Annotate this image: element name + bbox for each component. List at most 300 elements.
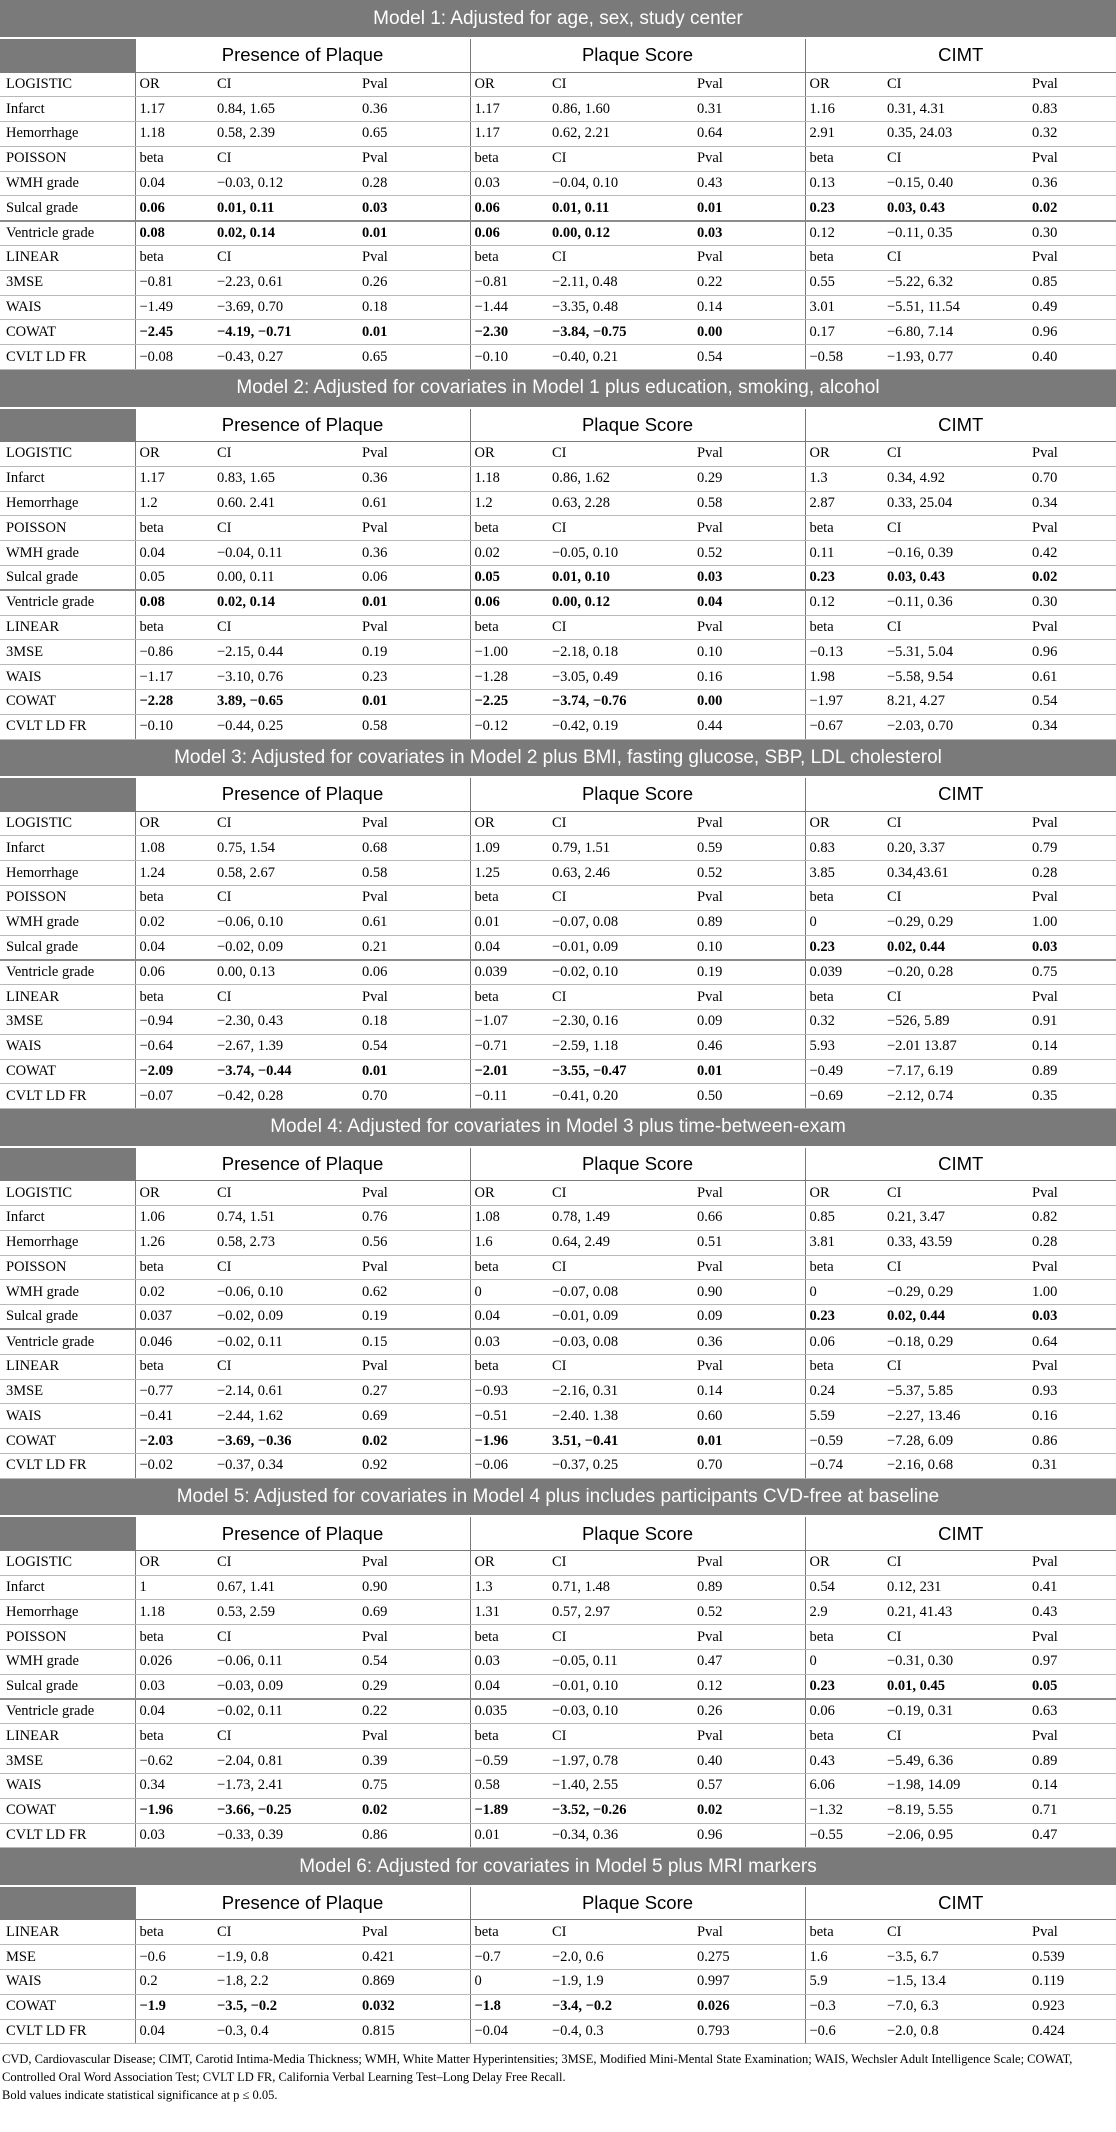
table-cell: Pval bbox=[358, 72, 470, 97]
table-cell: beta bbox=[135, 1724, 213, 1749]
table-cell: −1.07 bbox=[470, 1010, 548, 1035]
table-cell: Pval bbox=[1028, 1625, 1116, 1650]
table-row bbox=[0, 541, 1116, 566]
table-row bbox=[0, 1280, 1116, 1305]
row-label: WMH grade bbox=[0, 910, 135, 935]
table-cell: −2.12, 0.74 bbox=[883, 1084, 1028, 1109]
table-cell: −0.58 bbox=[805, 345, 883, 370]
table-cell: −1.40, 2.55 bbox=[548, 1773, 693, 1798]
table-cell: 0.63, 2.46 bbox=[548, 861, 693, 886]
table-cell: −2.15, 0.44 bbox=[213, 640, 358, 665]
table-cell: 3.81 bbox=[805, 1230, 883, 1255]
table-cell: Pval bbox=[1028, 1724, 1116, 1749]
table-cell: 0.03 bbox=[470, 1329, 548, 1354]
table-cell: CI bbox=[548, 1724, 693, 1749]
table-cell: 0.05 bbox=[135, 566, 213, 591]
table-cell: 0.70 bbox=[1028, 466, 1116, 491]
table-cell: 0.01, 0.45 bbox=[883, 1674, 1028, 1699]
table-row bbox=[0, 1575, 1116, 1600]
table-cell: −1.89 bbox=[470, 1798, 548, 1823]
table-cell: Pval bbox=[693, 886, 805, 911]
table-cell: −0.81 bbox=[470, 270, 548, 295]
table-cell: 0.06 bbox=[805, 1699, 883, 1724]
table-cell: 0.06 bbox=[135, 960, 213, 985]
table-cell: −0.04, 0.11 bbox=[213, 541, 358, 566]
table-cell: 0 bbox=[805, 1649, 883, 1674]
row-label: CVLT LD FR bbox=[0, 345, 135, 370]
table-cell: 0.23 bbox=[358, 665, 470, 690]
table-cell: CI bbox=[213, 1354, 358, 1379]
table-cell: 0.40 bbox=[1028, 345, 1116, 370]
table-cell: CI bbox=[883, 1625, 1028, 1650]
table-cell: 0.78, 1.49 bbox=[548, 1205, 693, 1230]
table-cell: 0.06 bbox=[805, 1329, 883, 1354]
table-cell: 0.04 bbox=[135, 171, 213, 196]
table-cell: 0.01 bbox=[358, 590, 470, 615]
table-cell: 0.14 bbox=[1028, 1773, 1116, 1798]
table-cell: 0.01 bbox=[358, 320, 470, 345]
table-cell: −0.33, 0.39 bbox=[213, 1823, 358, 1848]
row-label: Sulcal grade bbox=[0, 1305, 135, 1330]
row-label: COWAT bbox=[0, 1798, 135, 1823]
table-cell: CI bbox=[548, 442, 693, 467]
table-cell: −2.09 bbox=[135, 1059, 213, 1084]
table-row bbox=[0, 1453, 1116, 1478]
table-cell: −0.43, 0.27 bbox=[213, 345, 358, 370]
table-cell: 0.96 bbox=[1028, 320, 1116, 345]
table-cell: 0.21 bbox=[358, 935, 470, 960]
table-cell: 0.56 bbox=[358, 1230, 470, 1255]
table-cell: CI bbox=[548, 1625, 693, 1650]
table-cell: −5.51, 11.54 bbox=[883, 295, 1028, 320]
row-label: MSE bbox=[0, 1945, 135, 1970]
table-cell: −3.5, −0.2 bbox=[213, 1994, 358, 2019]
table-cell: OR bbox=[135, 72, 213, 97]
table-cell: 0.815 bbox=[358, 2019, 470, 2044]
table-cell: −0.41 bbox=[135, 1404, 213, 1429]
table-cell: beta bbox=[135, 146, 213, 171]
table-cell: −0.11, 0.36 bbox=[883, 590, 1028, 615]
table-cell: 0.90 bbox=[358, 1575, 470, 1600]
table-cell: 0.04 bbox=[135, 935, 213, 960]
table-cell: 0.47 bbox=[1028, 1823, 1116, 1848]
table-cell: beta bbox=[470, 516, 548, 541]
table-cell: beta bbox=[805, 516, 883, 541]
table-cell: −3.52, −0.26 bbox=[548, 1798, 693, 1823]
table-row bbox=[0, 1181, 1116, 1206]
table-cell: CI bbox=[883, 985, 1028, 1010]
table-cell: Pval bbox=[1028, 886, 1116, 911]
table-cell: 0.83 bbox=[805, 836, 883, 861]
table-cell: CI bbox=[883, 1255, 1028, 1280]
table-cell: −1.17 bbox=[135, 665, 213, 690]
table-cell: −0.4, 0.3 bbox=[548, 2019, 693, 2044]
table-cell: −2.14, 0.61 bbox=[213, 1379, 358, 1404]
table-cell: 0.79 bbox=[1028, 836, 1116, 861]
table-row bbox=[0, 1205, 1116, 1230]
table-cell: −2.01 bbox=[470, 1059, 548, 1084]
table-row bbox=[0, 1034, 1116, 1059]
table-cell: Pval bbox=[358, 811, 470, 836]
table-cell: −5.22, 6.32 bbox=[883, 270, 1028, 295]
group-header: CIMT bbox=[805, 1147, 1116, 1181]
table-row bbox=[0, 1699, 1116, 1724]
table-cell: OR bbox=[470, 1550, 548, 1575]
table-cell: 0.01, 0.11 bbox=[213, 196, 358, 221]
row-label: LOGISTIC bbox=[0, 1550, 135, 1575]
table-cell: CI bbox=[548, 1181, 693, 1206]
table-cell: beta bbox=[470, 246, 548, 271]
table-cell: Pval bbox=[358, 1181, 470, 1206]
table-cell: 0.60. 2.41 bbox=[213, 491, 358, 516]
table-row bbox=[0, 246, 1116, 271]
table-cell: 0.02 bbox=[135, 1280, 213, 1305]
table-cell: 0.29 bbox=[693, 466, 805, 491]
group-header: Presence of Plaque bbox=[135, 1147, 470, 1181]
table-cell: −2.27, 13.46 bbox=[883, 1404, 1028, 1429]
table-cell: 0.58, 2.67 bbox=[213, 861, 358, 886]
table-cell: −0.03, 0.10 bbox=[548, 1699, 693, 1724]
table-row bbox=[0, 861, 1116, 886]
table-cell: Pval bbox=[1028, 72, 1116, 97]
group-header-blank bbox=[0, 777, 135, 811]
table-cell: −1.9, 1.9 bbox=[548, 1969, 693, 1994]
table-cell: 0.03 bbox=[358, 196, 470, 221]
table-cell: 0.29 bbox=[358, 1674, 470, 1699]
table-cell: 0.68 bbox=[358, 836, 470, 861]
table-cell: 0.60 bbox=[693, 1404, 805, 1429]
group-header: Plaque Score bbox=[470, 777, 805, 811]
table-cell: 1.17 bbox=[135, 466, 213, 491]
group-header: Plaque Score bbox=[470, 38, 805, 72]
group-header: Plaque Score bbox=[470, 1147, 805, 1181]
table-cell: 0.01 bbox=[358, 1059, 470, 1084]
table-cell: 5.93 bbox=[805, 1034, 883, 1059]
table-cell: beta bbox=[470, 1920, 548, 1945]
table-cell: −0.04, 0.10 bbox=[548, 171, 693, 196]
row-label: Hemorrhage bbox=[0, 491, 135, 516]
table-cell: 0.82 bbox=[1028, 1205, 1116, 1230]
table-cell: 0.03 bbox=[693, 221, 805, 246]
table-cell: −0.94 bbox=[135, 1010, 213, 1035]
table-cell: 0.41 bbox=[1028, 1575, 1116, 1600]
table-cell: 0.65 bbox=[358, 345, 470, 370]
table-cell: 0.36 bbox=[693, 1329, 805, 1354]
table-cell: −0.3, 0.4 bbox=[213, 2019, 358, 2044]
table-cell: −0.37, 0.34 bbox=[213, 1453, 358, 1478]
table-cell: −7.0, 6.3 bbox=[883, 1994, 1028, 2019]
table-row bbox=[0, 665, 1116, 690]
table-cell: 0.00 bbox=[693, 690, 805, 715]
table-cell: Pval bbox=[693, 985, 805, 1010]
group-header-row bbox=[0, 1147, 1116, 1181]
table-cell: beta bbox=[805, 246, 883, 271]
table-row bbox=[0, 1305, 1116, 1330]
table-cell: −2.03, 0.70 bbox=[883, 714, 1028, 739]
table-cell: −0.59 bbox=[805, 1429, 883, 1454]
table-cell: −3.69, 0.70 bbox=[213, 295, 358, 320]
table-cell: 0.28 bbox=[1028, 861, 1116, 886]
table-cell: −3.10, 0.76 bbox=[213, 665, 358, 690]
table-cell: CI bbox=[548, 1354, 693, 1379]
table-cell: −0.07, 0.08 bbox=[548, 910, 693, 935]
table-row bbox=[0, 196, 1116, 221]
table-cell: Pval bbox=[1028, 1181, 1116, 1206]
table-cell: −1.98, 14.09 bbox=[883, 1773, 1028, 1798]
table-row bbox=[0, 1329, 1116, 1354]
table-cell: 6.06 bbox=[805, 1773, 883, 1798]
table-cell: 0.43 bbox=[805, 1749, 883, 1774]
table-cell: 0.03 bbox=[470, 1649, 548, 1674]
table-cell: −5.37, 5.85 bbox=[883, 1379, 1028, 1404]
table-cell: 0.02, 0.44 bbox=[883, 935, 1028, 960]
row-label: LINEAR bbox=[0, 1354, 135, 1379]
table-cell: 0.47 bbox=[693, 1649, 805, 1674]
table-cell: 1.2 bbox=[135, 491, 213, 516]
table-cell: 1.3 bbox=[805, 466, 883, 491]
table-cell: Pval bbox=[1028, 1550, 1116, 1575]
row-label: Infarct bbox=[0, 836, 135, 861]
table-cell: 0.91 bbox=[1028, 1010, 1116, 1035]
table-cell: OR bbox=[135, 1181, 213, 1206]
table-cell: −2.44, 1.62 bbox=[213, 1404, 358, 1429]
table-cell: 0.35 bbox=[1028, 1084, 1116, 1109]
table-row bbox=[0, 270, 1116, 295]
row-label: LOGISTIC bbox=[0, 72, 135, 97]
table-cell: 0.85 bbox=[1028, 270, 1116, 295]
table-cell: −0.49 bbox=[805, 1059, 883, 1084]
table-cell: 0.75, 1.54 bbox=[213, 836, 358, 861]
table-row bbox=[0, 1969, 1116, 1994]
table-cell: beta bbox=[135, 985, 213, 1010]
table-cell: 0.58 bbox=[470, 1773, 548, 1798]
table-cell: Pval bbox=[693, 146, 805, 171]
table-row bbox=[0, 910, 1116, 935]
table-cell: −4.19, −0.71 bbox=[213, 320, 358, 345]
table-cell: CI bbox=[213, 1181, 358, 1206]
table-cell: −1.96 bbox=[470, 1429, 548, 1454]
group-header: Plaque Score bbox=[470, 408, 805, 442]
table-cell: −0.86 bbox=[135, 640, 213, 665]
table-cell: 1.18 bbox=[135, 122, 213, 147]
table-cell: CI bbox=[883, 442, 1028, 467]
table-row bbox=[0, 1625, 1116, 1650]
table-row bbox=[0, 615, 1116, 640]
table-cell: −0.01, 0.10 bbox=[548, 1674, 693, 1699]
table-cell: CI bbox=[883, 1550, 1028, 1575]
table-cell: 0.02, 0.44 bbox=[883, 1305, 1028, 1330]
table-cell: Pval bbox=[358, 516, 470, 541]
row-label: POISSON bbox=[0, 1625, 135, 1650]
table-cell: −0.20, 0.28 bbox=[883, 960, 1028, 985]
table-row bbox=[0, 295, 1116, 320]
table-cell: 0.36 bbox=[358, 97, 470, 122]
table-row bbox=[0, 1798, 1116, 1823]
table-cell: 0.00, 0.11 bbox=[213, 566, 358, 591]
table-row bbox=[0, 1084, 1116, 1109]
table-cell: 0.28 bbox=[1028, 1230, 1116, 1255]
table-cell: Pval bbox=[358, 146, 470, 171]
table-cell: 0.61 bbox=[1028, 665, 1116, 690]
model-title: Model 4: Adjusted for covariates in Model 3 plus time-between-exam bbox=[0, 1109, 1116, 1147]
table-cell: −0.81 bbox=[135, 270, 213, 295]
table-cell: 0.71 bbox=[1028, 1798, 1116, 1823]
table-cell: −2.0, 0.8 bbox=[883, 2019, 1028, 2044]
table-cell: 0.10 bbox=[693, 640, 805, 665]
row-label: COWAT bbox=[0, 320, 135, 345]
group-header-blank bbox=[0, 1147, 135, 1181]
table-cell: −1.73, 2.41 bbox=[213, 1773, 358, 1798]
table-cell: −0.04 bbox=[470, 2019, 548, 2044]
table-cell: 8.21, 4.27 bbox=[883, 690, 1028, 715]
table-cell: 0.03 bbox=[693, 566, 805, 591]
table-cell: beta bbox=[135, 246, 213, 271]
table-cell: 0.15 bbox=[358, 1329, 470, 1354]
table-cell: 0.70 bbox=[693, 1453, 805, 1478]
row-label: WAIS bbox=[0, 1969, 135, 1994]
table-row bbox=[0, 516, 1116, 541]
row-label: Hemorrhage bbox=[0, 1600, 135, 1625]
table-cell: 1.6 bbox=[470, 1230, 548, 1255]
table-cell: −1.9 bbox=[135, 1994, 213, 2019]
table-cell: 0.23 bbox=[805, 935, 883, 960]
table-row bbox=[0, 1945, 1116, 1970]
table-cell: 0.421 bbox=[358, 1945, 470, 1970]
table-row bbox=[0, 1600, 1116, 1625]
table-cell: 0.04 bbox=[135, 541, 213, 566]
row-label: COWAT bbox=[0, 690, 135, 715]
table-cell: CI bbox=[548, 516, 693, 541]
table-cell: 0.54 bbox=[358, 1034, 470, 1059]
table-cell: 0.03, 0.43 bbox=[883, 196, 1028, 221]
table-cell: −1.8 bbox=[470, 1994, 548, 2019]
table-cell: CI bbox=[213, 1550, 358, 1575]
row-label: LINEAR bbox=[0, 1724, 135, 1749]
table-cell: −2.28 bbox=[135, 690, 213, 715]
table-cell: 0.62 bbox=[358, 1280, 470, 1305]
table-cell: 0.19 bbox=[358, 1305, 470, 1330]
table-cell: 0.03 bbox=[470, 171, 548, 196]
table-cell: −0.51 bbox=[470, 1404, 548, 1429]
table-cell: 0.36 bbox=[358, 541, 470, 566]
table-cell: 0.04 bbox=[470, 935, 548, 960]
group-header: CIMT bbox=[805, 777, 1116, 811]
row-label: Ventricle grade bbox=[0, 1699, 135, 1724]
table-cell: 0.11 bbox=[805, 541, 883, 566]
row-label: CVLT LD FR bbox=[0, 714, 135, 739]
table-cell: 1.31 bbox=[470, 1600, 548, 1625]
table-cell: 0.00, 0.12 bbox=[548, 590, 693, 615]
table-cell: −3.5, 6.7 bbox=[883, 1945, 1028, 1970]
table-cell: beta bbox=[805, 146, 883, 171]
table-row bbox=[0, 886, 1116, 911]
table-cell: CI bbox=[883, 1724, 1028, 1749]
table-row bbox=[0, 836, 1116, 861]
row-label: LOGISTIC bbox=[0, 442, 135, 467]
row-label: 3MSE bbox=[0, 640, 135, 665]
table-cell: −0.02, 0.10 bbox=[548, 960, 693, 985]
table-cell: 0.01 bbox=[358, 690, 470, 715]
table-cell: Pval bbox=[358, 442, 470, 467]
model-title-row bbox=[0, 0, 1116, 38]
table-cell: 0.58 bbox=[693, 491, 805, 516]
table-row bbox=[0, 1230, 1116, 1255]
table-cell: 0.86, 1.60 bbox=[548, 97, 693, 122]
table-cell: CI bbox=[883, 72, 1028, 97]
table-cell: Pval bbox=[693, 1724, 805, 1749]
table-cell: 0.23 bbox=[805, 566, 883, 591]
table-cell: −0.07, 0.08 bbox=[548, 1280, 693, 1305]
table-cell: 0.39 bbox=[358, 1749, 470, 1774]
table-cell: CI bbox=[548, 1255, 693, 1280]
table-cell: CI bbox=[213, 516, 358, 541]
table-cell: −526, 5.89 bbox=[883, 1010, 1028, 1035]
table-row bbox=[0, 122, 1116, 147]
table-cell: 0.83 bbox=[1028, 97, 1116, 122]
table-cell: 0.69 bbox=[358, 1404, 470, 1429]
row-label: 3MSE bbox=[0, 270, 135, 295]
row-label: Sulcal grade bbox=[0, 196, 135, 221]
table-cell: −0.55 bbox=[805, 1823, 883, 1848]
row-label: Infarct bbox=[0, 466, 135, 491]
table-cell: CI bbox=[548, 1920, 693, 1945]
table-cell: 0.09 bbox=[693, 1305, 805, 1330]
table-cell: CI bbox=[548, 1550, 693, 1575]
table-cell: −2.16, 0.31 bbox=[548, 1379, 693, 1404]
table-cell: CI bbox=[548, 811, 693, 836]
table-cell: 0.02 bbox=[1028, 196, 1116, 221]
table-cell: −0.03, 0.09 bbox=[213, 1674, 358, 1699]
row-label: Ventricle grade bbox=[0, 590, 135, 615]
table-cell: Pval bbox=[693, 516, 805, 541]
table-cell: 0.20, 3.37 bbox=[883, 836, 1028, 861]
table-cell: 0.026 bbox=[135, 1649, 213, 1674]
table-cell: 0.63 bbox=[1028, 1699, 1116, 1724]
table-row bbox=[0, 1920, 1116, 1945]
group-header: CIMT bbox=[805, 1886, 1116, 1920]
table-row bbox=[0, 1404, 1116, 1429]
table-cell: −2.18, 0.18 bbox=[548, 640, 693, 665]
table-cell: −0.42, 0.19 bbox=[548, 714, 693, 739]
table-cell: 0.61 bbox=[358, 491, 470, 516]
table-cell: CI bbox=[213, 246, 358, 271]
table-cell: CI bbox=[548, 246, 693, 271]
table-cell: 0.793 bbox=[693, 2019, 805, 2044]
table-row bbox=[0, 2019, 1116, 2044]
table-cell: 1.6 bbox=[805, 1945, 883, 1970]
table-cell: 0.01 bbox=[470, 1823, 548, 1848]
table-cell: 0.36 bbox=[1028, 171, 1116, 196]
table-cell: 5.9 bbox=[805, 1969, 883, 1994]
table-cell: 0.16 bbox=[1028, 1404, 1116, 1429]
group-header-blank bbox=[0, 1516, 135, 1550]
table-cell: beta bbox=[470, 615, 548, 640]
table-cell: beta bbox=[135, 886, 213, 911]
table-cell: −0.74 bbox=[805, 1453, 883, 1478]
table-cell: beta bbox=[470, 1354, 548, 1379]
table-cell: −2.30, 0.16 bbox=[548, 1010, 693, 1035]
table-cell: 1.08 bbox=[135, 836, 213, 861]
table-cell: 0.86, 1.62 bbox=[548, 466, 693, 491]
table-cell: CI bbox=[883, 811, 1028, 836]
table-cell: 0.36 bbox=[358, 466, 470, 491]
table-cell: Pval bbox=[358, 886, 470, 911]
table-cell: 0.24 bbox=[805, 1379, 883, 1404]
table-cell: 0.18 bbox=[358, 295, 470, 320]
row-label: Infarct bbox=[0, 1205, 135, 1230]
row-label: Infarct bbox=[0, 97, 135, 122]
table-cell: beta bbox=[805, 1724, 883, 1749]
